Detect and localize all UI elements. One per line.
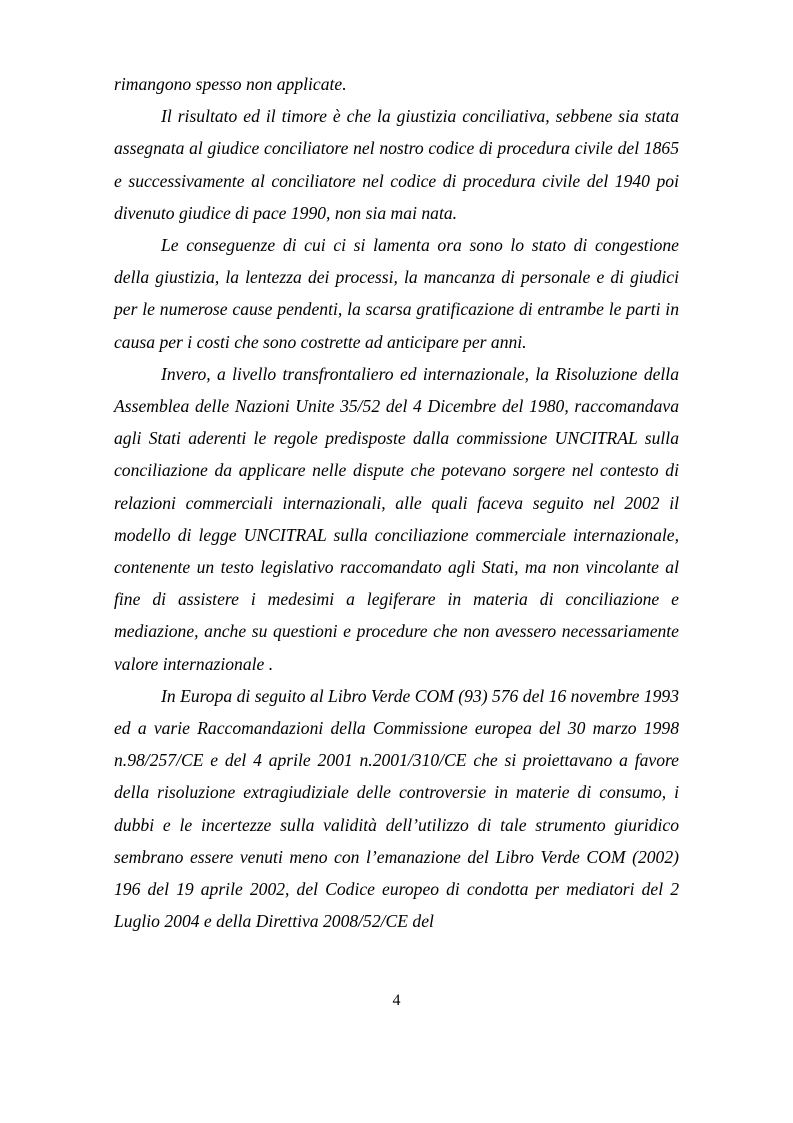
page-number: 4 — [392, 992, 401, 1009]
paragraph-conseguenze: Le conseguenze di cui ci si lamenta ora sono lo stato di congestione della giustizia, la lentezza dei processi, la mancanza di personale e di giudici per le numerose cause pendenti, la scarsa gratificazione di entrambe le parti in causa per i costi che sono costrette ad anticipare per anni. — [114, 235, 679, 352]
paragraph-europa: In Europa di seguito al Libro Verde COM (93) 576 del 16 novembre 1993 ed a varie Raccomandazioni della Commissione europea del 30 marzo 1998 n.98/257/CE e del 4 aprile 2001 n.2001/310/CE che si proiettavano a favore della risoluzione extragiudiziale delle controversie in materie di consumo, i dubbi e le incertezze sulla validità dell’utilizzo di tale strumento giuridico sembrano essere venuti meno con l’emanazione del Libro Verde COM (2002) 196 del 19 aprile 2002, del Codice europeo di condotta per mediatori del 2 Luglio 2004 e della Direttiva 2008/52/CE del — [114, 685, 679, 932]
paragraph-risultato: Il risultato ed il timore è che la giustizia conciliativa, sebbene sia stata assegnata al giudice conciliatore nel nostro codice di procedura civile del 1865 e successivamente al conciliatore nel codice di procedura civile del 1940 poi divenuto giudice di pace 1990, non sia mai nata. — [114, 106, 679, 223]
paragraph-continuation: rimangono spesso non applicate. — [114, 74, 347, 94]
paragraph-invero: Invero, a livello transfrontaliero ed internazionale, la Risoluzione della Assemblea delle Nazioni Unite 35/52 del 4 Dicembre del 1980, raccomandava agli Stati aderenti le regole predisposte dalla commissione UNCITRAL sulla conciliazione da applicare nelle dispute che potevano sorgere nel contesto di relazioni commerciali internazionali, alle quali faceva seguito nel 2002 il modello di legge UNCITRAL sulla conciliazione commerciale internazionale, contenente un testo legislativo raccomandato agli Stati, ma non vincolante al fine di assistere i medesimi a legiferare in materia di conciliazione e mediazione, anche su questioni e procedure che non avessero necessariamente valore internazionale . — [114, 363, 679, 674]
body-text — [114, 68, 679, 937]
